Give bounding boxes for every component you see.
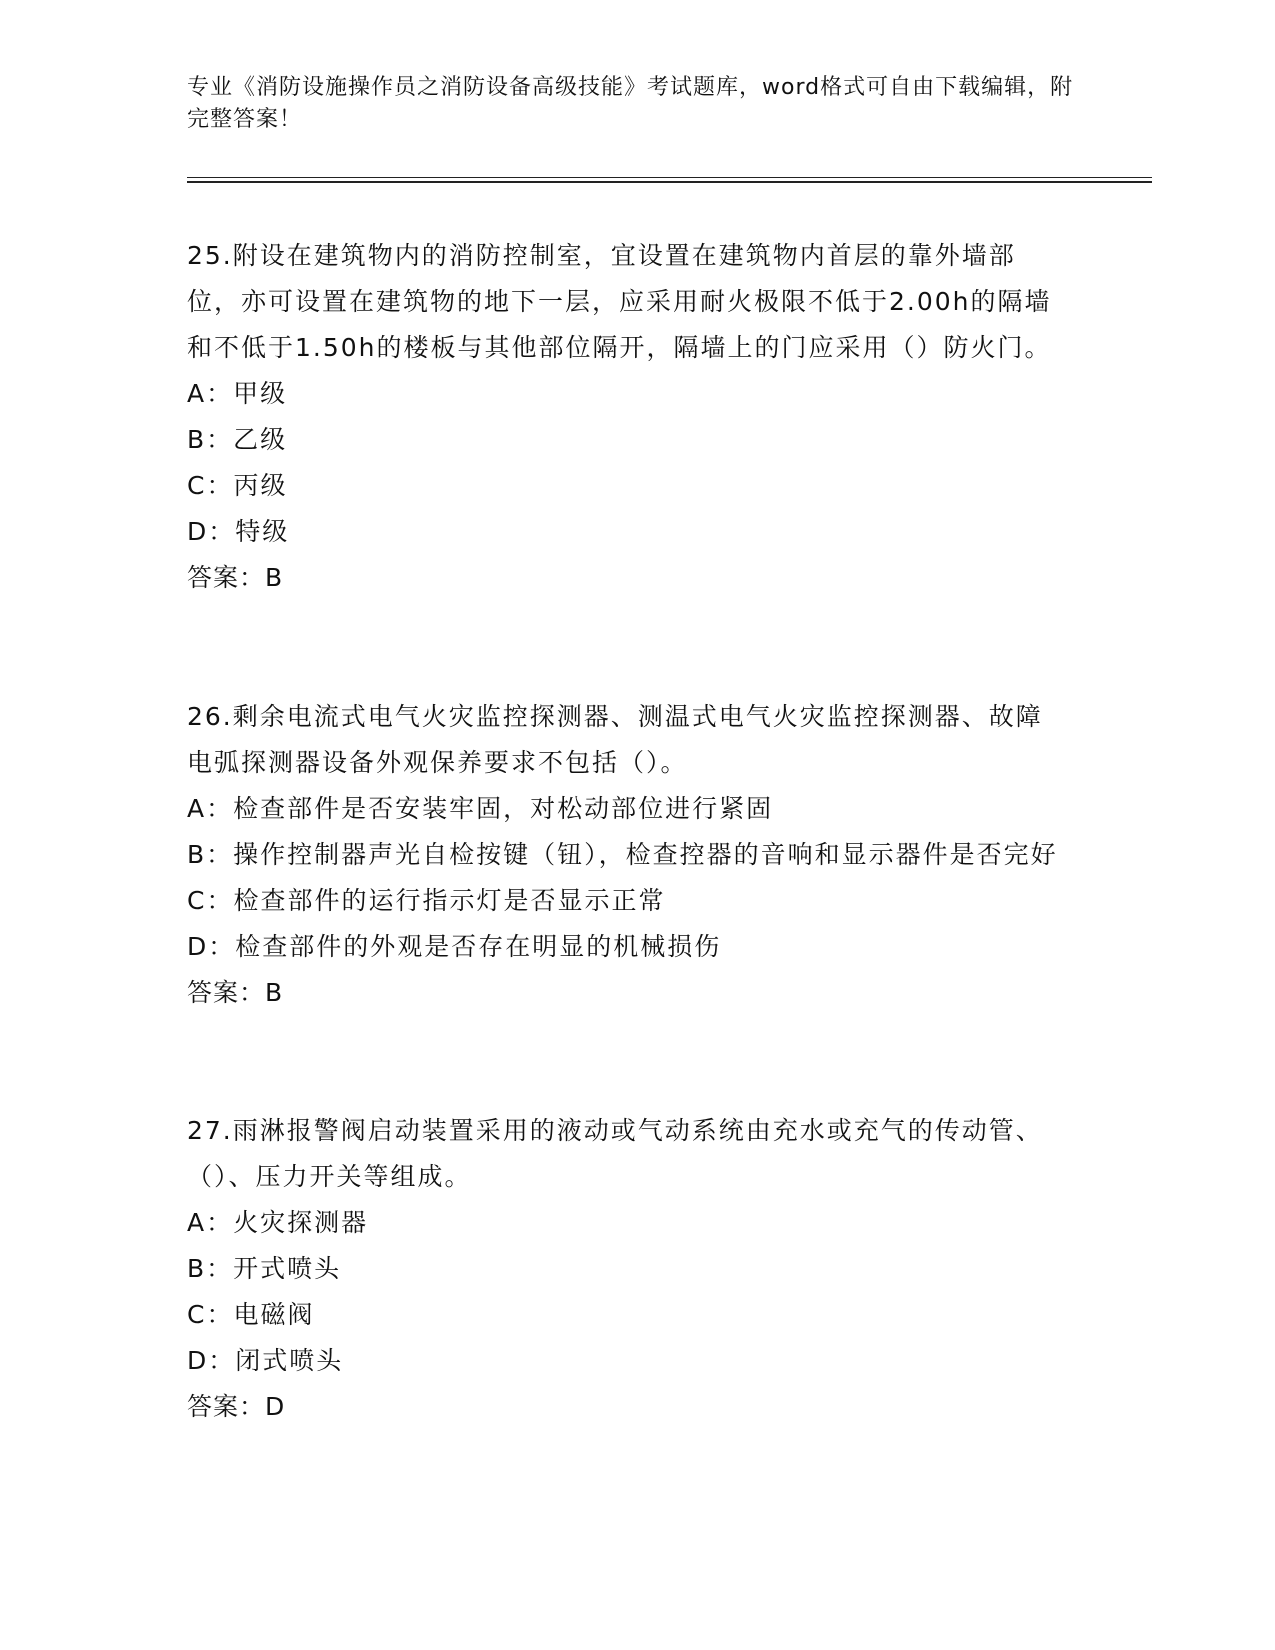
option-b: B：开式喷头: [187, 1254, 342, 1283]
header-rule-thick: [187, 181, 1152, 183]
option-d: D：闭式喷头: [187, 1346, 344, 1375]
option-c: C：电磁阀: [187, 1300, 315, 1329]
option-a: A：检查部件是否安装牢固，对松动部位进行紧固: [187, 794, 774, 823]
option-d: D：特级: [187, 517, 290, 546]
option-c: C：检查部件的运行指示灯是否显示正常: [187, 886, 666, 915]
question-stem: 26.剩余电流式电气火灾监控探测器、测温式电气火灾监控探测器、故障电弧探测器设备外观保养要求不包括（）。: [187, 702, 1043, 777]
option-b: B：乙级: [187, 425, 288, 454]
question-27: [187, 1108, 1067, 1430]
option-d: D：检查部件的外观是否存在明显的机械损伤: [187, 932, 722, 961]
header-rule-thin: [187, 177, 1152, 178]
question-25: [187, 233, 1067, 601]
answer: 答案：D: [187, 1392, 286, 1421]
option-a: A：火灾探测器: [187, 1208, 369, 1237]
option-b: B：操作控制器声光自检按键（钮），检查控器的音响和显示器件是否完好: [187, 840, 1058, 869]
question-26: [187, 694, 1067, 1016]
question-stem: 27.雨淋报警阀启动装置采用的液动或气动系统由充水或充气的传动管、（）、压力开关等组成。: [187, 1116, 1043, 1191]
option-a: A：甲级: [187, 379, 288, 408]
answer: 答案：B: [187, 563, 284, 592]
question-stem: 25.附设在建筑物内的消防控制室，宜设置在建筑物内首层的靠外墙部位，亦可设置在建筑物的地下一层，应采用耐火极限不低于2.00h的隔墙和不低于1.50h的楼板与其他部位隔开，隔墙上的门应采用（）防火门。: [187, 241, 1052, 362]
option-c: C：丙级: [187, 471, 288, 500]
page-header: 专业《消防设施操作员之消防设备高级技能》考试题库，word格式可自由下载编辑，附完整答案！: [187, 75, 1074, 132]
answer: 答案：B: [187, 978, 284, 1007]
